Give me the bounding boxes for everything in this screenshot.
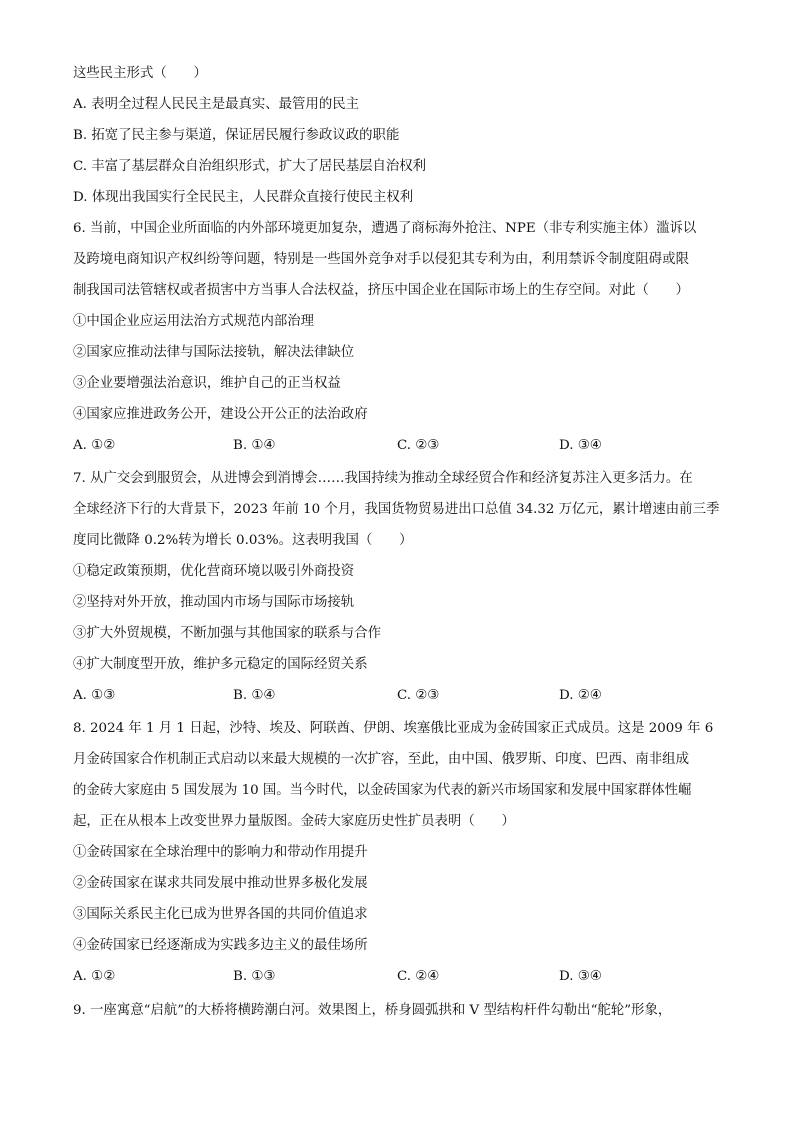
q8-statement-4: ④金砖国家已经逐渐成为实践多边主义的最佳场所 xyxy=(73,938,368,953)
q5-option-c: C. 丰富了基层群众自治组织形式，扩大了居民基层自治权利 xyxy=(73,159,427,174)
q7-statement-2: ②坚持对外开放，推动国内市场与国际市场接轨 xyxy=(73,595,355,610)
q7-option-d: D. ②④ xyxy=(559,688,602,703)
q6-option-b: B. ①④ xyxy=(233,438,276,453)
q7-stem-line-3: 度同比微降 0.2%转为增长 0.03%。这表明我国（ ） xyxy=(73,533,413,548)
q8-option-d: D. ③④ xyxy=(559,969,602,984)
q6-statement-2: ②国家应推动法律与国际法接轨，解决法律缺位 xyxy=(73,345,355,360)
q7-option-a: A. ①③ xyxy=(73,688,116,703)
q8-option-a: A. ①② xyxy=(73,969,116,984)
q7-statement-3: ③扩大外贸规模，不断加强与其他国家的联系与合作 xyxy=(73,626,381,641)
q7-stem-line-1: 7. 从广交会到服贸会，从进博会到消博会……我国持续为推动全球经贸合作和经济复苏注入更多活力。在 xyxy=(73,471,693,486)
q6-stem-line-2: 及跨境电商知识产权纠纷等问题，特别是一些国外竞争对手以侵犯其专利为由，利用禁诉令制度阻碍或限 xyxy=(73,252,689,267)
q5-option-d: D. 体现出我国实行全民民主，人民群众直接行使民主权利 xyxy=(73,190,414,205)
q6-option-c: C. ②③ xyxy=(397,438,440,453)
q7-statement-4: ④扩大制度型开放，维护多元稳定的国际经贸关系 xyxy=(73,657,368,672)
q7-option-b: B. ①④ xyxy=(233,688,276,703)
q8-stem-line-1: 8. 2024 年 1 月 1 日起，沙特、埃及、阿联酋、伊朗、埃塞俄比亚成为金砖国家正式成员。这是 2009 年 6 xyxy=(73,721,714,736)
q6-option-d: D. ③④ xyxy=(559,438,602,453)
q8-statement-1: ①金砖国家在全球治理中的影响力和带动作用提升 xyxy=(73,845,368,860)
q8-option-c: C. ②④ xyxy=(397,969,440,984)
q6-statement-1: ①中国企业应运用法治方式规范内部治理 xyxy=(73,314,315,329)
q8-statement-2: ②金砖国家在谋求共同发展中推动世界多极化发展 xyxy=(73,876,368,891)
q5-option-b: B. 拓宽了民主参与渠道，保证居民履行参政议政的职能 xyxy=(73,128,400,143)
q9-stem-line-1: 9. 一座寓意“启航”的大桥将横跨潮白河。效果图上，桥身圆弧拱和 V 型结构杆件勾勒出“舵轮”形象， xyxy=(73,1003,672,1018)
q8-option-b: B. ①③ xyxy=(233,969,276,984)
q5-stem-end: 这些民主形式（ ） xyxy=(73,66,207,81)
q7-statement-1: ①稳定政策预期，优化营商环境以吸引外商投资 xyxy=(73,564,355,579)
q8-stem-line-2: 月金砖国家合作机制正式启动以来最大规模的一次扩容，至此，由中国、俄罗斯、印度、巴西、南非组成 xyxy=(73,752,689,767)
q6-stem-line-1: 6. 当前，中国企业所面临的内外部环境更加复杂，遭遇了商标海外抢注、NPE（非专利实施主体）滥诉以 xyxy=(73,221,697,236)
q8-stem-line-3: 的金砖大家庭由 5 国发展为 10 国。当今时代，以金砖国家为代表的新兴市场国家和发展中国家群体性崛 xyxy=(73,783,692,798)
q6-option-a: A. ①② xyxy=(73,438,116,453)
q7-stem-line-2: 全球经济下行的大背景下，2023 年前 10 个月，我国货物贸易进出口总值 34.32 万亿元，累计增速由前三季 xyxy=(73,502,720,517)
q8-statement-3: ③国际关系民主化已成为世界各国的共同价值追求 xyxy=(73,907,368,922)
q5-option-a: A. 表明全过程人民民主是最真实、最管用的民主 xyxy=(73,97,359,112)
q7-option-c: C. ②③ xyxy=(397,688,440,703)
q8-stem-line-4: 起，正在从根本上改变世界力量版图。金砖大家庭历史性扩员表明（ ） xyxy=(73,814,515,829)
q6-stem-line-3: 制我国司法管辖权或者损害中方当事人合法权益，挤压中国企业在国际市场上的生存空间。对此（ ） xyxy=(73,283,689,298)
q6-statement-4: ④国家应推进政务公开，建设公开公正的法治政府 xyxy=(73,407,368,422)
q6-statement-3: ③企业要增强法治意识，维护自己的正当权益 xyxy=(73,376,341,391)
